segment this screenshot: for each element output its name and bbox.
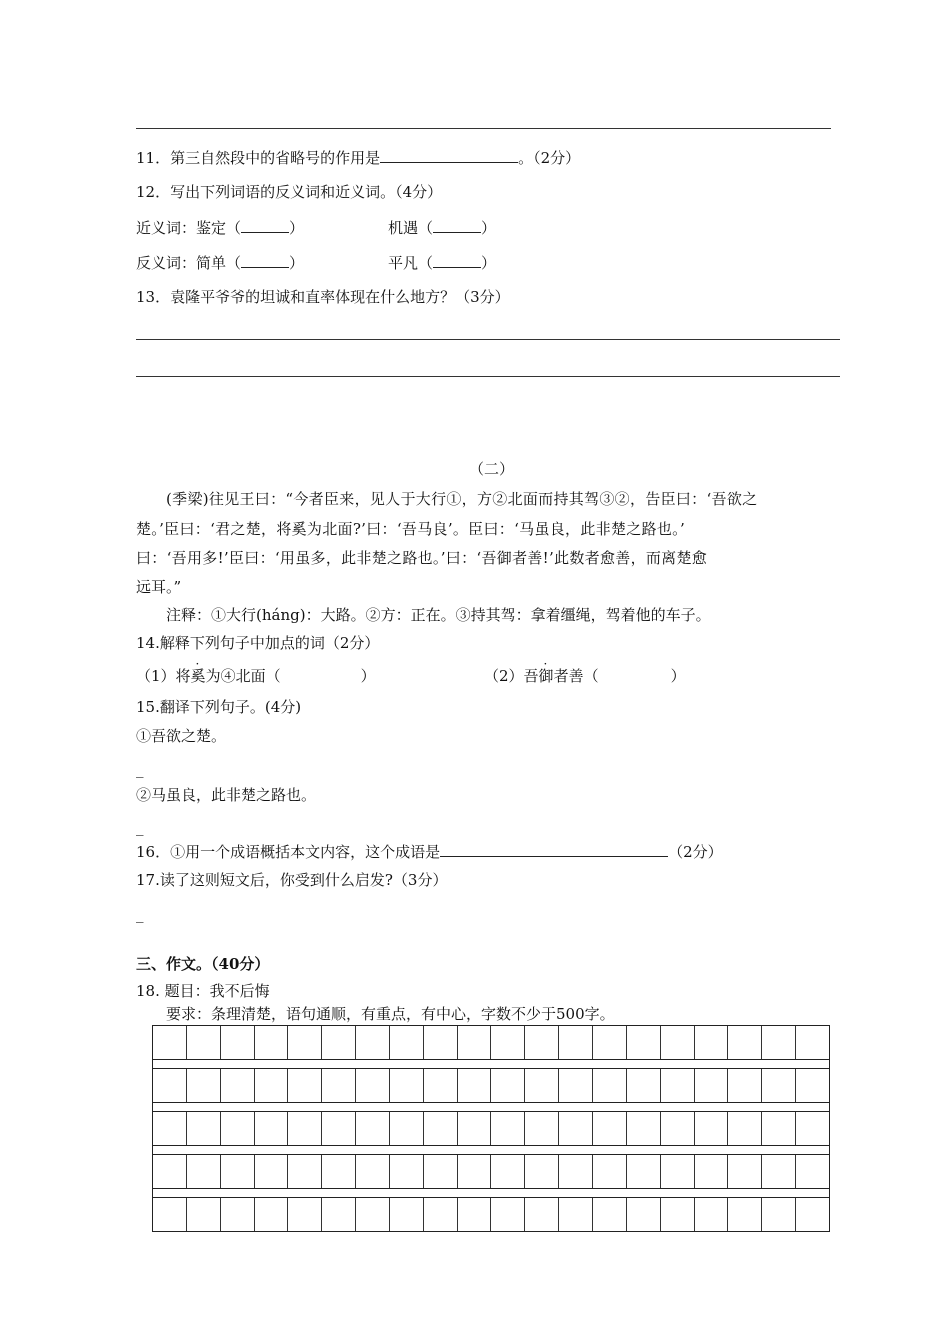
grid-cell[interactable] bbox=[559, 1026, 593, 1059]
grid-cell[interactable] bbox=[322, 1112, 356, 1145]
grid-cell[interactable] bbox=[525, 1198, 559, 1231]
grid-cell[interactable] bbox=[288, 1155, 322, 1188]
grid-cell[interactable] bbox=[661, 1198, 695, 1231]
answer-blank[interactable] bbox=[241, 218, 289, 233]
grid-cell[interactable] bbox=[559, 1155, 593, 1188]
grid-cell[interactable] bbox=[796, 1112, 829, 1145]
synonym-row: 近义词：鉴定（ ） bbox=[136, 219, 305, 237]
question-14-part-1: （1）将奚为④北面（ ） bbox=[136, 667, 376, 685]
grid-cell[interactable] bbox=[221, 1112, 255, 1145]
grid-cell[interactable] bbox=[695, 1155, 729, 1188]
grid-cell[interactable] bbox=[728, 1069, 762, 1102]
grid-cell[interactable] bbox=[424, 1198, 458, 1231]
grid-cell[interactable] bbox=[762, 1026, 796, 1059]
grid-cell[interactable] bbox=[559, 1112, 593, 1145]
grid-cell[interactable] bbox=[221, 1198, 255, 1231]
grid-cell[interactable] bbox=[593, 1069, 627, 1102]
answer-dash[interactable]: _ bbox=[136, 760, 144, 778]
answer-blank[interactable] bbox=[380, 148, 518, 163]
grid-cell[interactable] bbox=[627, 1069, 661, 1102]
grid-cell[interactable] bbox=[525, 1155, 559, 1188]
answer-dash[interactable]: _ bbox=[136, 818, 144, 836]
grid-cell[interactable] bbox=[525, 1069, 559, 1102]
grid-gap bbox=[152, 1060, 830, 1068]
grid-cell[interactable] bbox=[796, 1155, 829, 1188]
answer-line[interactable] bbox=[136, 339, 840, 340]
grid-cell[interactable] bbox=[221, 1155, 255, 1188]
grid-cell[interactable] bbox=[491, 1112, 525, 1145]
grid-cell[interactable] bbox=[796, 1069, 829, 1102]
grid-cell[interactable] bbox=[153, 1198, 187, 1231]
essay-requirements: 要求：条理清楚，语句通顺，有重点，有中心，字数不少于500字。 bbox=[166, 1005, 615, 1023]
grid-gap bbox=[152, 1189, 830, 1197]
grid-cell[interactable] bbox=[356, 1026, 390, 1059]
grid-cell[interactable] bbox=[424, 1026, 458, 1059]
grid-cell[interactable] bbox=[458, 1112, 492, 1145]
grid-cell[interactable] bbox=[390, 1155, 424, 1188]
grid-cell[interactable] bbox=[695, 1069, 729, 1102]
question-14: 14.解释下列句子中加点的词（2分） bbox=[136, 634, 380, 652]
answer-blank[interactable] bbox=[433, 218, 481, 233]
grid-cell[interactable] bbox=[288, 1198, 322, 1231]
grid-cell[interactable] bbox=[356, 1198, 390, 1231]
passage-line: (季梁)往见王曰：“今者臣来，见人于大行①，方②北面而持其驾③②，告臣曰：‘吾欲之 bbox=[166, 490, 758, 508]
grid-cell[interactable] bbox=[762, 1198, 796, 1231]
grid-cell[interactable] bbox=[288, 1026, 322, 1059]
grid-cell[interactable] bbox=[356, 1069, 390, 1102]
grid-cell[interactable] bbox=[153, 1069, 187, 1102]
grid-cell[interactable] bbox=[187, 1198, 221, 1231]
grid-cell[interactable] bbox=[695, 1026, 729, 1059]
grid-cell[interactable] bbox=[491, 1069, 525, 1102]
grid-row bbox=[152, 1197, 830, 1232]
grid-cell[interactable] bbox=[255, 1026, 289, 1059]
question-15: 15.翻译下列句子。(4分) bbox=[136, 698, 302, 716]
grid-cell[interactable] bbox=[424, 1155, 458, 1188]
grid-cell[interactable] bbox=[559, 1069, 593, 1102]
grid-cell[interactable] bbox=[661, 1112, 695, 1145]
antonym-row: 反义词：简单（ ） bbox=[136, 254, 305, 272]
grid-gap bbox=[152, 1103, 830, 1111]
grid-row bbox=[152, 1111, 830, 1146]
grid-cell[interactable] bbox=[627, 1112, 661, 1145]
grid-cell[interactable] bbox=[627, 1026, 661, 1059]
antonym-row-2: 平凡（ ） bbox=[388, 254, 497, 272]
grid-row bbox=[152, 1154, 830, 1189]
grid-cell[interactable] bbox=[728, 1155, 762, 1188]
grid-cell[interactable] bbox=[695, 1112, 729, 1145]
grid-cell[interactable] bbox=[288, 1112, 322, 1145]
synonym-row-2: 机遇（ ） bbox=[388, 219, 497, 237]
grid-cell[interactable] bbox=[762, 1069, 796, 1102]
answer-blank[interactable] bbox=[241, 253, 289, 268]
grid-cell[interactable] bbox=[390, 1069, 424, 1102]
grid-cell[interactable] bbox=[187, 1155, 221, 1188]
grid-cell[interactable] bbox=[390, 1112, 424, 1145]
passage-line: 楚。’臣曰：‘君之楚，将奚为北面?’曰：‘吾马良’。臣曰：‘马虽良，此非楚之路也。’ bbox=[136, 520, 686, 538]
passage-note: 注释：①大行(háng)：大路。②方：正在。③持其驾：拿着缰绳，驾着他的车子。 bbox=[166, 606, 711, 624]
grid-cell[interactable] bbox=[762, 1155, 796, 1188]
grid-cell[interactable] bbox=[593, 1026, 627, 1059]
grid-cell[interactable] bbox=[525, 1026, 559, 1059]
answer-line bbox=[136, 128, 831, 129]
grid-cell[interactable] bbox=[458, 1069, 492, 1102]
grid-cell[interactable] bbox=[255, 1155, 289, 1188]
essay-grid[interactable] bbox=[152, 1025, 830, 1232]
grid-cell[interactable] bbox=[356, 1155, 390, 1188]
grid-cell[interactable] bbox=[322, 1026, 356, 1059]
grid-cell[interactable] bbox=[661, 1026, 695, 1059]
question-16: 16．①用一个成语概括本文内容，这个成语是 （2分） bbox=[136, 843, 723, 861]
grid-cell[interactable] bbox=[491, 1155, 525, 1188]
grid-cell[interactable] bbox=[255, 1198, 289, 1231]
grid-cell[interactable] bbox=[762, 1112, 796, 1145]
question-13: 13．袁隆平爷爷的坦诚和直率体现在什么地方？（3分） bbox=[136, 288, 510, 306]
grid-cell[interactable] bbox=[221, 1026, 255, 1059]
grid-cell[interactable] bbox=[593, 1155, 627, 1188]
sentence-1: ①吾欲之楚。 bbox=[136, 727, 227, 745]
answer-blank[interactable] bbox=[440, 842, 668, 857]
question-17: 17.读了这则短文后，你受到什么启发?（3分） bbox=[136, 871, 448, 889]
grid-cell[interactable] bbox=[424, 1069, 458, 1102]
passage-line: 远耳。” bbox=[136, 578, 182, 596]
grid-cell[interactable] bbox=[593, 1198, 627, 1231]
grid-cell[interactable] bbox=[187, 1112, 221, 1145]
grid-cell[interactable] bbox=[491, 1198, 525, 1231]
grid-cell[interactable] bbox=[728, 1198, 762, 1231]
grid-cell[interactable] bbox=[661, 1069, 695, 1102]
grid-cell[interactable] bbox=[728, 1112, 762, 1145]
grid-cell[interactable] bbox=[322, 1069, 356, 1102]
passage-line: 曰：‘吾用多!’臣曰：‘用虽多，此非楚之路也。’曰：‘吾御者善!’此数者愈善，而离楚愈 bbox=[136, 549, 708, 567]
question-18: 18. 题目：我不后悔 bbox=[136, 982, 270, 1000]
grid-cell[interactable] bbox=[153, 1026, 187, 1059]
grid-cell[interactable] bbox=[255, 1112, 289, 1145]
grid-gap bbox=[152, 1146, 830, 1154]
grid-cell[interactable] bbox=[424, 1112, 458, 1145]
grid-cell[interactable] bbox=[728, 1026, 762, 1059]
grid-cell[interactable] bbox=[356, 1112, 390, 1145]
grid-cell[interactable] bbox=[796, 1026, 829, 1059]
answer-blank[interactable] bbox=[433, 253, 481, 268]
grid-row bbox=[152, 1025, 830, 1060]
grid-cell[interactable] bbox=[491, 1026, 525, 1059]
grid-cell[interactable] bbox=[661, 1155, 695, 1188]
grid-cell[interactable] bbox=[153, 1112, 187, 1145]
section-3-title: 三、作文。（40分） bbox=[136, 955, 270, 973]
question-14-part-2: （2）吾御者善（ ） bbox=[484, 667, 686, 685]
question-11: 11．第三自然段中的省略号的作用是 。（2分） bbox=[136, 149, 581, 167]
grid-cell[interactable] bbox=[695, 1198, 729, 1231]
grid-cell[interactable] bbox=[525, 1112, 559, 1145]
grid-cell[interactable] bbox=[187, 1069, 221, 1102]
sentence-2: ②马虽良，此非楚之路也。 bbox=[136, 786, 317, 804]
grid-cell[interactable] bbox=[458, 1155, 492, 1188]
section-2-title: （二） bbox=[469, 460, 515, 478]
grid-cell[interactable] bbox=[458, 1198, 492, 1231]
grid-cell[interactable] bbox=[559, 1198, 593, 1231]
grid-cell[interactable] bbox=[153, 1155, 187, 1188]
grid-row bbox=[152, 1068, 830, 1103]
answer-line[interactable] bbox=[136, 376, 840, 377]
grid-cell[interactable] bbox=[221, 1069, 255, 1102]
grid-cell[interactable] bbox=[322, 1155, 356, 1188]
grid-cell[interactable] bbox=[796, 1198, 829, 1231]
grid-cell[interactable] bbox=[627, 1198, 661, 1231]
answer-dash[interactable]: _ bbox=[136, 905, 144, 923]
grid-cell[interactable] bbox=[458, 1026, 492, 1059]
grid-cell[interactable] bbox=[187, 1026, 221, 1059]
grid-cell[interactable] bbox=[322, 1198, 356, 1231]
grid-cell[interactable] bbox=[255, 1069, 289, 1102]
grid-cell[interactable] bbox=[627, 1155, 661, 1188]
grid-cell[interactable] bbox=[288, 1069, 322, 1102]
grid-cell[interactable] bbox=[390, 1026, 424, 1059]
grid-cell[interactable] bbox=[390, 1198, 424, 1231]
question-12: 12．写出下列词语的反义词和近义词。（4分） bbox=[136, 183, 443, 201]
grid-cell[interactable] bbox=[593, 1112, 627, 1145]
